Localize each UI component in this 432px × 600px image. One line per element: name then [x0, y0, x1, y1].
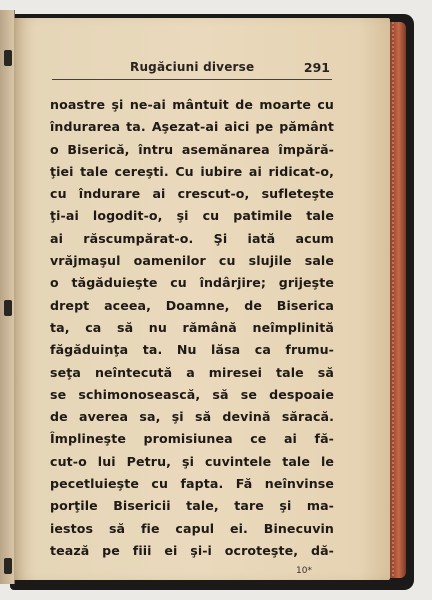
text-line: îndurarea ta. Aşezat-ai aici pe pământ [50, 119, 334, 135]
text-line: drept aceea, Doamne, de Biserica [50, 297, 334, 313]
text-line: cu îndurare ai crescut-o, sufleteşte [50, 186, 334, 202]
text-line: se schimonosească, să se despoaie [50, 386, 334, 402]
clip-icon [4, 300, 12, 316]
text-line: cut-o lui Petru, şi cuvintele tale le [50, 453, 334, 469]
text-line: o Biserică, întru asemănarea împără- [50, 141, 334, 157]
page-number: 291 [303, 60, 330, 75]
text-line: ţiei tale cereşti. Cu iubire ai ridicat-o, [50, 163, 334, 179]
text-line: vrăjmaşul oamenilor cu slujile sale [50, 253, 334, 269]
signature-mark: 10* [296, 566, 312, 576]
prayer-text [50, 94, 334, 562]
text-line: seţa neîntecută a miresei tale să [50, 364, 334, 380]
text-line: noastre şi ne-ai mântuit de moarte cu [50, 97, 334, 112]
text-line: pecetluieşte cu fapta. Fă neînvinse [50, 476, 334, 492]
text-line: porţile Bisericii tale, tare şi ma- [50, 498, 334, 514]
text-line: tează pe fiii ei şi-i ocroteşte, dă- [50, 542, 334, 558]
text-line: iestos să fie capul ei. Binecuvin [50, 520, 334, 536]
header-rule [52, 79, 332, 80]
running-title: Rugăciuni diverse [130, 60, 255, 74]
text-line: de averea sa, şi să devină săracă. [50, 409, 334, 425]
clip-icon [4, 558, 12, 574]
page-header [38, 56, 332, 80]
text-line: o tăgăduieşte cu îndârjire; grijeşte [50, 275, 334, 291]
text-line: ai răscumpărat-o. Şi iată acum [50, 230, 334, 246]
text-line: Împlineşte promisiunea ce ai fă- [50, 431, 334, 447]
page-edges-red [388, 22, 406, 578]
text-line: ţi-ai logodit-o, şi cu patimile tale [50, 208, 334, 224]
left-page-edge [0, 10, 15, 584]
clip-icon [4, 50, 12, 66]
text-line: făgăduinţa ta. Nu lăsa ca frumu- [50, 342, 334, 358]
text-line: ta, ca să nu rămână neîmplinită [50, 319, 334, 335]
